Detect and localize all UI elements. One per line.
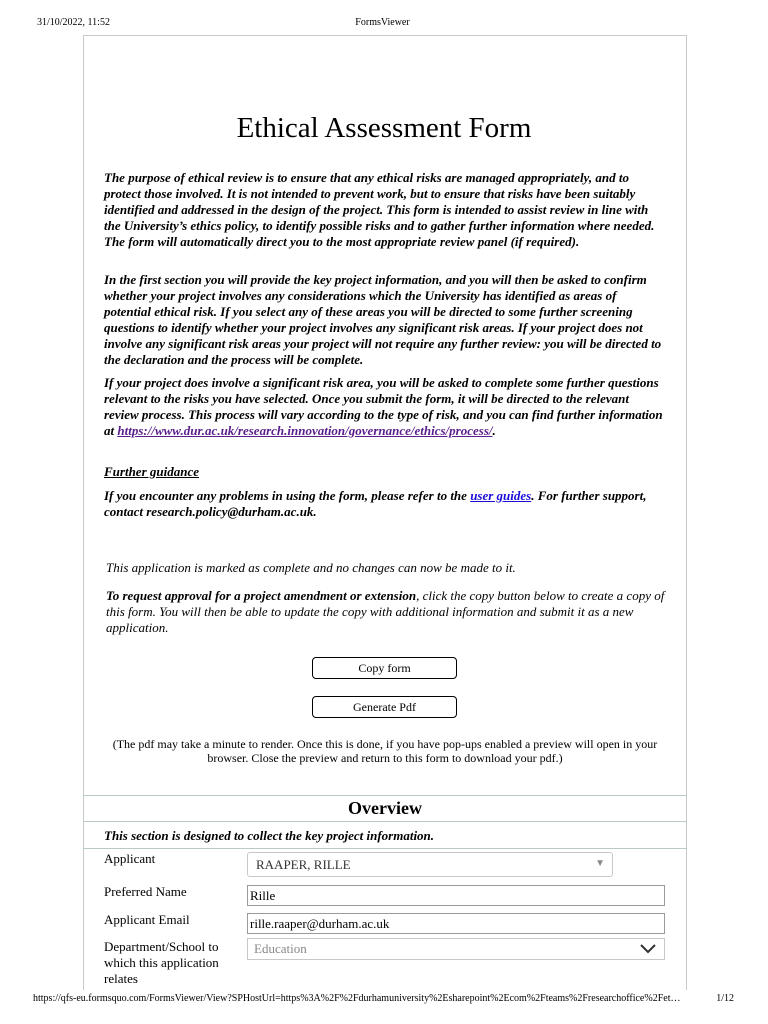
further-guidance-heading [104, 464, 666, 480]
department-label: Department/School to which this application relates [104, 939, 219, 986]
applicant-email-field[interactable] [247, 913, 665, 934]
user-guides-link[interactable]: user guides [470, 488, 532, 503]
generate-pdf-button[interactable]: Generate Pdf [312, 696, 457, 718]
overview-title: Overview [348, 798, 422, 818]
print-url: https://qfs-eu.formsquo.com/FormsViewer/View?SPHostUrl=https%3A%2F%2Fdurhamuniversity%2Esharepoint%2Ecom%2Fteams%2Fresearchoffice%2Fet… [33, 993, 681, 1004]
preferred-name-label: Preferred Name [104, 884, 187, 899]
print-datetime: 31/10/2022, 11:52 [37, 17, 110, 28]
applicant-email-label: Applicant Email [104, 912, 190, 927]
chevron-down-icon [639, 943, 657, 955]
overview-section-header [83, 795, 687, 822]
guidance-pre: If you encounter any problems in using the form, please refer to the [104, 488, 467, 503]
guidance-paragraph [104, 488, 666, 520]
page-number: 1/12 [716, 993, 734, 1004]
applicant-email-value: rille.raaper@durham.ac.uk [250, 916, 390, 931]
amendment-note-bold: To request approval for a project amendment or extension [106, 588, 417, 603]
amendment-note [106, 588, 666, 636]
applicant-value: RAAPER, RILLE [256, 857, 351, 872]
preferred-name-field[interactable] [247, 885, 665, 906]
intro-paragraph-first-section: In the first section you will provide the key project information, and you will then be asked to confirm whether your project involves any considerations which the University has identified as areas of potential ethical risk. If you select any of these areas you will be directed to some further screening questions to identify whether your project involves any significant risk areas. If your project does not involve any significant risk areas your project will not require any further review: you will be directed to the declaration and the process will be complete. [104, 272, 662, 367]
preferred-name-value: Rille [250, 888, 276, 903]
department-select[interactable] [247, 938, 665, 960]
print-header [37, 17, 728, 31]
form-title: Ethical Assessment Form [236, 112, 532, 144]
guidance-post: . For further support, contact research.policy@durham.ac.uk. [104, 488, 647, 519]
intro-paragraph-significant-risk [104, 375, 666, 439]
further-guidance-label: Further guidance [104, 464, 199, 479]
copy-form-button[interactable]: Copy form [312, 657, 457, 679]
complete-note: This application is marked as complete and no changes can now be made to it. [106, 560, 516, 575]
ethics-process-link[interactable]: https://www.dur.ac.uk/research.innovation/governance/ethics/process/ [117, 423, 493, 438]
intro-paragraph-purpose: The purpose of ethical review is to ensure that any ethical risks are managed appropriately, and to protect those involved. It is not intended to prevent work, but to ensure that risks have been suitably identified and addressed in the design of the project. This form is intended to assist review in line with the University’s ethics policy, to identify possible risks and to gather further information where needed. The form will automatically direct you to the most appropriate review panel (if required). [104, 170, 655, 249]
pdf-note: (The pdf may take a minute to render. Once this is done, if you have pop-ups enabled a preview will open in your browser. Close the preview and return to this form to download your pdf.) [112, 737, 658, 765]
print-page-title: FormsViewer [355, 17, 410, 28]
caret-down-icon: ▼ [595, 858, 605, 869]
section-divider [83, 848, 687, 849]
intro-risk-end: . [492, 423, 496, 438]
department-value: Education [254, 941, 307, 956]
overview-description: This section is designed to collect the key project information. [104, 828, 435, 843]
amendment-note-rest: , click the copy button below to create a copy of this form. You will then be able to update the copy with additional information and submit it as a new application. [106, 588, 665, 635]
applicant-label: Applicant [104, 851, 156, 866]
print-footer [33, 993, 734, 1007]
intro-risk-text: If your project does involve a significant risk area, you will be asked to complete some further questions relevant to the risks you have selected. Once you submit the form, it will be directed to the relevant review process. This process will vary according to the type of risk, and you can find further information at [104, 375, 663, 438]
applicant-select[interactable] [247, 852, 613, 877]
